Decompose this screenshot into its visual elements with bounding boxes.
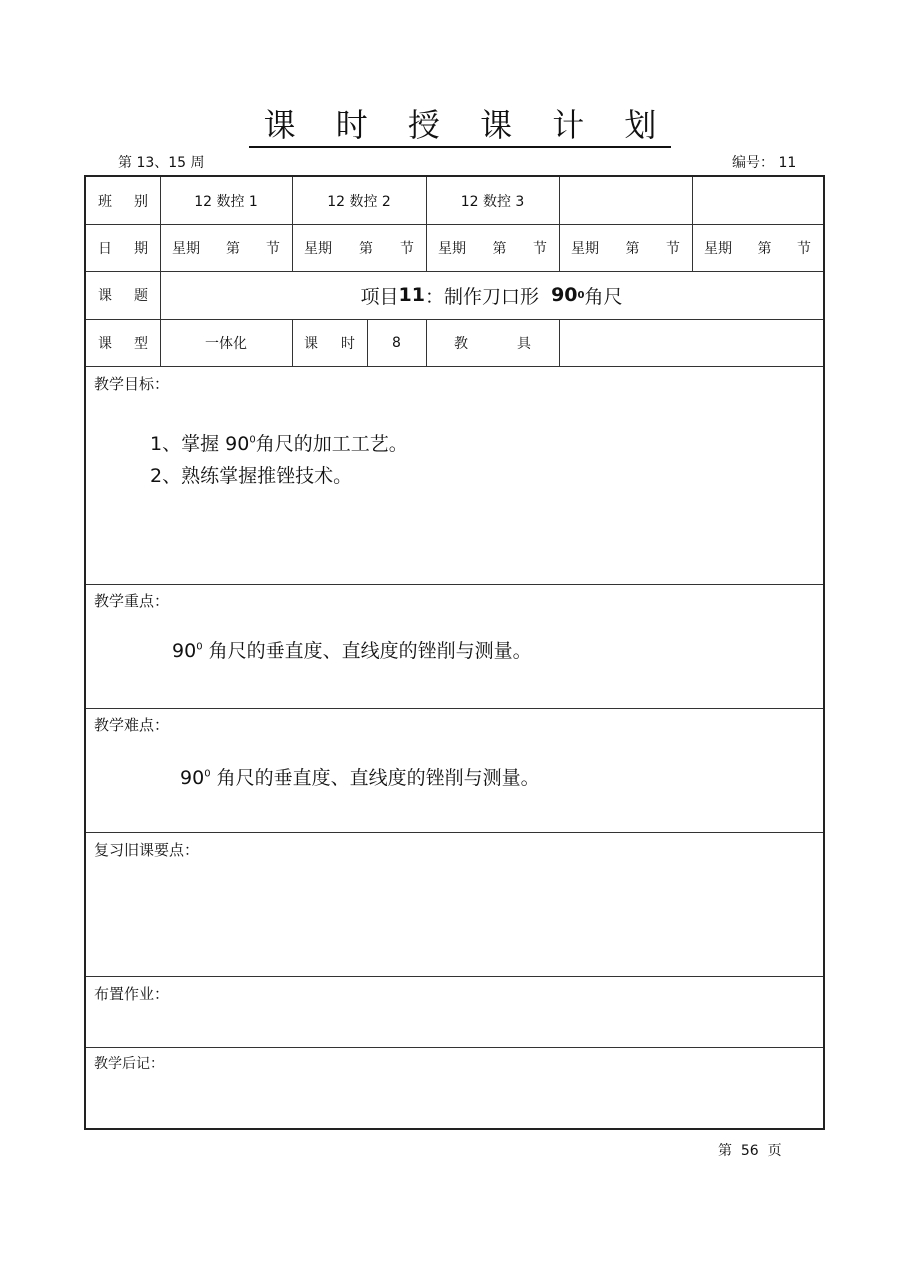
class-cell-2: 12 数控 2 — [327, 193, 391, 210]
objective-item-2: 2、熟练掌握推锉技术。 — [150, 465, 353, 487]
key-points-text: $90^0$ 角尺的垂直度、直线度的锉削与测量。 — [172, 640, 532, 662]
tools-label: 教 具 — [454, 335, 531, 352]
class-cell-5 — [692, 177, 823, 224]
class-cell-3: 12 数控 3 — [460, 193, 525, 210]
class-cell-4 — [559, 177, 692, 224]
difficulties-text: $90^0$ 角尺的垂直度、直线度的锉削与测量。 — [180, 767, 540, 789]
date-label: 日 期 — [98, 240, 148, 257]
key-points-label: 教学重点： — [94, 592, 170, 610]
topic-label: 课 题 — [98, 288, 148, 304]
week-label: 第 13、15 周 — [118, 155, 205, 171]
date-cell-2: 星期 第 节 — [304, 240, 414, 257]
date-cell-1: 星期 第 节 — [172, 240, 280, 257]
review-label: 复习旧课要点： — [94, 841, 200, 859]
page-title-text: 课 时 授 课 计 划 — [249, 106, 672, 148]
objective-item-1: 1、掌握 $90^0$角尺的加工工艺。 — [150, 433, 408, 455]
difficulties-label: 教学难点： — [94, 716, 170, 734]
class-cell-1: 12 数控 1 — [194, 193, 258, 210]
homework-label: 布置作业： — [94, 985, 170, 1003]
type-label: 课 型 — [98, 335, 148, 352]
class-label: 班 别 — [98, 193, 148, 210]
date-cell-4: 星期 第 节 — [571, 240, 680, 257]
hours-value: 8 — [392, 334, 401, 351]
date-cell-5: 星期 第 节 — [704, 240, 811, 257]
date-cell-3: 星期 第 节 — [438, 240, 547, 257]
code-number: 编号： 11 — [732, 155, 797, 171]
type-value: 一体化 — [205, 335, 247, 352]
lesson-plan-table — [84, 175, 825, 1130]
hours-label: 课 时 — [304, 335, 355, 352]
topic-title: 项目 11 ：制作刀口形 90 0 角尺 — [360, 284, 623, 308]
tools-value — [559, 319, 823, 366]
objectives-label: 教学目标： — [94, 375, 170, 393]
page-title — [0, 100, 920, 146]
reflection-label: 教学后记： — [94, 1056, 164, 1072]
page-number: 第 56 页 — [718, 1143, 782, 1159]
